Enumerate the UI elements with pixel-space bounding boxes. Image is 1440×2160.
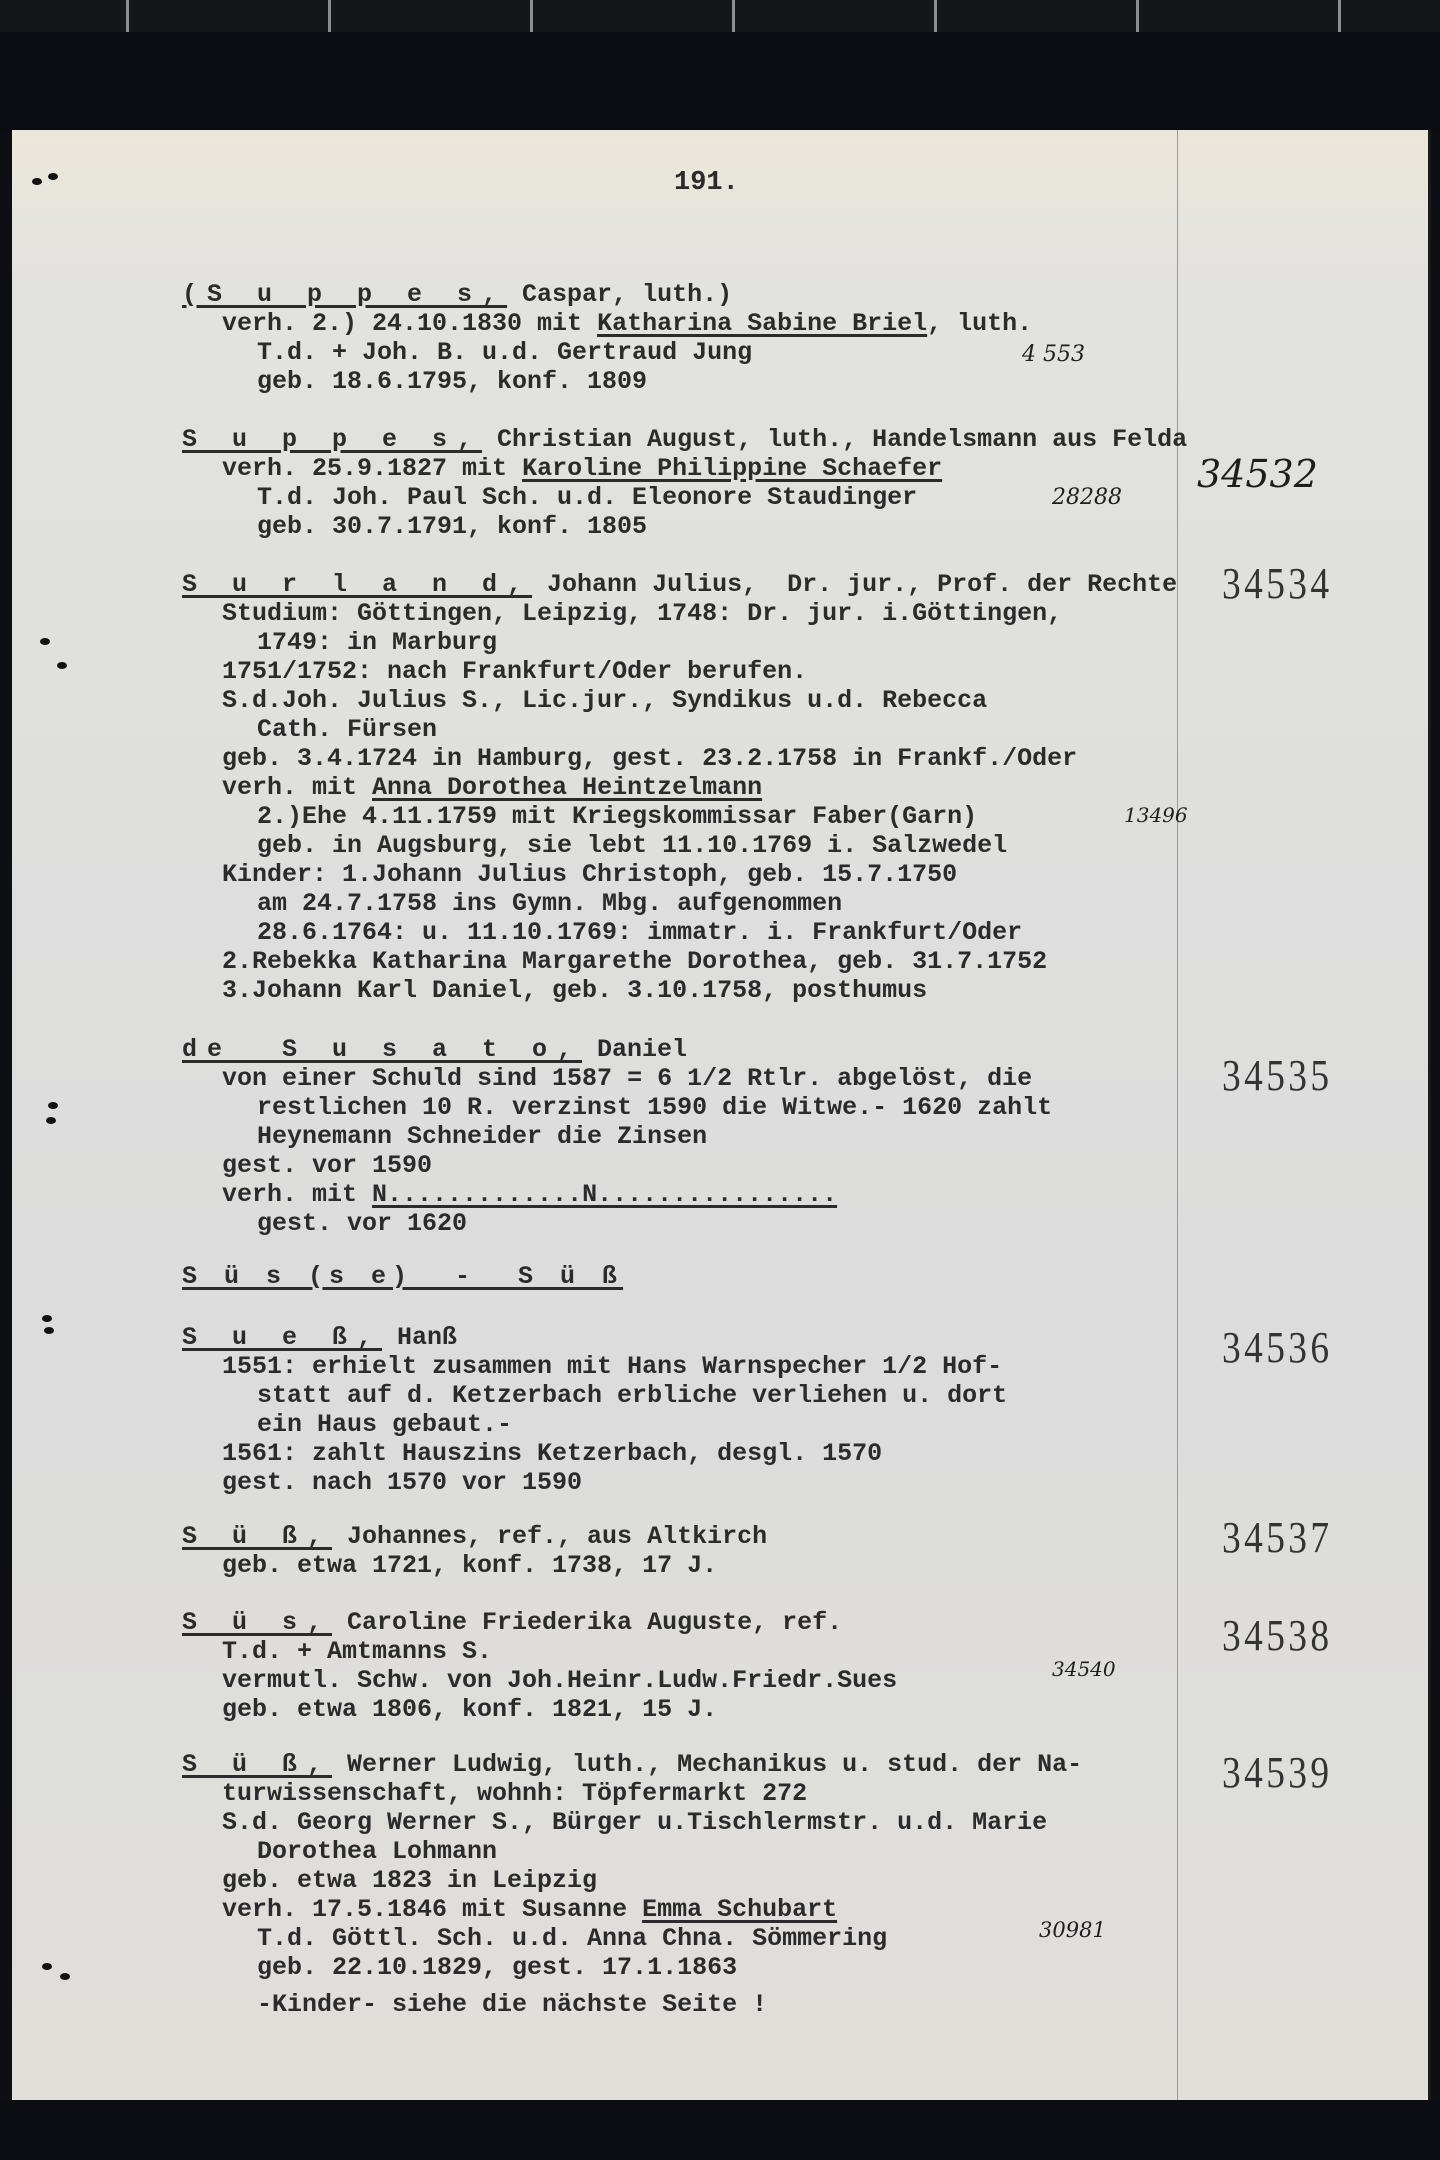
entry-line: 1749: in Marburg bbox=[257, 628, 498, 657]
punch-hole-mark bbox=[48, 1102, 58, 1109]
entry-suppes-caspar bbox=[182, 280, 1212, 396]
punch-hole-mark bbox=[46, 1117, 56, 1124]
section-heading-text: S ü s (s e) - S ü ß bbox=[182, 1262, 624, 1291]
entry-line: ein Haus gebaut.- bbox=[257, 1410, 513, 1439]
spouse-name: Karoline Philippine Schaefer bbox=[522, 454, 943, 483]
spouse-name: N.............N................ bbox=[372, 1180, 838, 1209]
entry-line: 3.Johann Karl Daniel, geb. 3.10.1758, posthumus bbox=[222, 976, 928, 1005]
punch-hole-mark bbox=[57, 662, 67, 669]
entry-line: T.d. Göttl. Sch. u.d. Anna Chna. Sömmering bbox=[257, 1924, 888, 1953]
entry-given-names: Werner Ludwig, luth., Mechanikus u. stud. der Na- bbox=[332, 1750, 1083, 1779]
entry-line: gest. vor 1620 bbox=[257, 1209, 468, 1238]
entry-line: vermutl. Schw. von Joh.Heinr.Ludw.Friedr.Sues bbox=[222, 1666, 898, 1695]
film-border-bottom bbox=[0, 2100, 1440, 2160]
entry-line: 1551: erhielt zusammen mit Hans Warnspecher 1/2 Hof- bbox=[222, 1352, 1003, 1381]
entry-line: 2.Rebekka Katharina Margarethe Dorothea, geb. 31.7.1752 bbox=[222, 947, 1048, 976]
entry-given-names: Hanß bbox=[382, 1323, 458, 1352]
entry-line: am 24.7.1758 ins Gymn. Mbg. aufgenommen bbox=[257, 889, 843, 918]
entry-given-names: Caspar, luth.) bbox=[507, 280, 733, 309]
entry-surname: S ü ß, bbox=[182, 1750, 333, 1779]
entry-line: statt auf d. Ketzerbach erbliche verliehen u. dort bbox=[257, 1381, 1008, 1410]
record-number-handwritten: 34532 bbox=[1197, 452, 1318, 496]
punch-hole-mark bbox=[42, 1963, 52, 1970]
handwritten-ref: 30981 bbox=[1039, 1918, 1106, 1942]
spouse-name: Katharina Sabine Briel bbox=[597, 309, 928, 338]
entry-suess-werner bbox=[182, 1750, 1212, 2019]
punch-hole-mark bbox=[42, 1315, 52, 1322]
entry-line: verh. mit bbox=[222, 773, 373, 802]
entry-line: von einer Schuld sind 1587 = 6 1/2 Rtlr. abgelöst, die bbox=[222, 1064, 1033, 1093]
record-number: 34538 bbox=[1222, 1611, 1333, 1660]
entry-line: 1561: zahlt Hauszins Ketzerbach, desgl. 1570 bbox=[222, 1439, 883, 1468]
record-number: 34535 bbox=[1222, 1051, 1333, 1100]
entry-line: 2.)Ehe 4.11.1759 mit Kriegskommissar Faber(Garn) bbox=[257, 802, 978, 831]
entry-suess-hanss bbox=[182, 1323, 1212, 1497]
entry-surname: de S u s a t o, bbox=[182, 1035, 583, 1064]
entry-line: T.d. + Amtmanns S. bbox=[222, 1637, 493, 1666]
record-number: 34539 bbox=[1222, 1748, 1333, 1797]
entry-given-names: Johann Julius, Dr. jur., Prof. der Rechte bbox=[532, 570, 1178, 599]
entry-line: restlichen 10 R. verzinst 1590 die Witwe.- 1620 zahlt bbox=[257, 1093, 1053, 1122]
handwritten-ref: 13496 bbox=[1124, 803, 1188, 827]
handwritten-ref: 34540 bbox=[1052, 1657, 1116, 1681]
punch-hole-mark bbox=[60, 1973, 70, 1980]
film-border-top bbox=[0, 32, 1440, 132]
entry-line: , luth. bbox=[927, 309, 1033, 338]
document-page bbox=[12, 130, 1431, 2100]
entry-line: Heynemann Schneider die Zinsen bbox=[257, 1122, 708, 1151]
entry-line: Cath. Fürsen bbox=[257, 715, 438, 744]
handwritten-ref: 28288 bbox=[1052, 485, 1122, 510]
entry-line: T.d. Joh. Paul Sch. u.d. Eleonore Staudinger bbox=[257, 483, 918, 512]
entry-suess-johannes bbox=[182, 1522, 1212, 1580]
entry-line: verh. 17.5.1846 mit Susanne bbox=[222, 1895, 643, 1924]
handwritten-ref: 4 553 bbox=[1022, 342, 1085, 367]
section-heading bbox=[182, 1262, 1212, 1291]
record-number: 34537 bbox=[1222, 1513, 1333, 1562]
entry-line: gest. nach 1570 vor 1590 bbox=[222, 1468, 583, 1497]
continuation-note: -Kinder- siehe die nächste Seite ! bbox=[257, 1990, 768, 2019]
entry-line: geb. 18.6.1795, konf. 1809 bbox=[257, 367, 648, 396]
entry-surland-johann bbox=[182, 570, 1212, 1005]
entry-surname: S u e ß, bbox=[182, 1323, 383, 1352]
entry-given-names: Caroline Friederika Auguste, ref. bbox=[332, 1608, 843, 1637]
entry-line: geb. 22.10.1829, gest. 17.1.1863 bbox=[257, 1953, 738, 1982]
punch-hole-mark bbox=[40, 638, 50, 645]
entry-line: Studium: Göttingen, Leipzig, 1748: Dr. jur. i.Göttingen, bbox=[222, 599, 1063, 628]
entry-line: geb. 3.4.1724 in Hamburg, gest. 23.2.1758 in Frankf./Oder bbox=[222, 744, 1078, 773]
entry-line: 28.6.1764: u. 11.10.1769: immatr. i. Frankfurt/Oder bbox=[257, 918, 1023, 947]
entry-line: geb. in Augsburg, sie lebt 11.10.1769 i. Salzwedel bbox=[257, 831, 1008, 860]
entry-line: S.d. Georg Werner S., Bürger u.Tischlermstr. u.d. Marie bbox=[222, 1808, 1048, 1837]
record-number: 34536 bbox=[1222, 1323, 1333, 1372]
entry-line: verh. 25.9.1827 mit bbox=[222, 454, 523, 483]
entry-line: S.d.Joh. Julius S., Lic.jur., Syndikus u.d. Rebecca bbox=[222, 686, 988, 715]
entry-line: Dorothea Lohmann bbox=[257, 1837, 498, 1866]
entry-surname: S ü s, bbox=[182, 1608, 333, 1637]
entry-given-names: Daniel bbox=[582, 1035, 688, 1064]
entry-line: geb. etwa 1806, konf. 1821, 15 J. bbox=[222, 1695, 718, 1724]
punch-hole-mark bbox=[44, 1327, 54, 1334]
punch-hole-mark bbox=[32, 178, 42, 185]
entry-line: geb. etwa 1823 in Leipzig bbox=[222, 1866, 598, 1895]
record-number: 34534 bbox=[1222, 559, 1333, 608]
entry-given-names: Christian August, luth., Handelsmann aus Felda bbox=[482, 425, 1188, 454]
entry-line: verh. 2.) 24.10.1830 mit bbox=[222, 309, 598, 338]
entry-line: turwissenschaft, wohnh: Töpfermarkt 272 bbox=[222, 1779, 808, 1808]
entry-line: geb. 30.7.1791, konf. 1805 bbox=[257, 512, 648, 541]
entry-given-names: Johannes, ref., aus Altkirch bbox=[332, 1522, 768, 1551]
spouse-name: Emma Schubart bbox=[642, 1895, 838, 1924]
entry-line: verh. mit bbox=[222, 1180, 373, 1209]
entry-surname: S u p p e s, bbox=[182, 425, 483, 454]
film-sprocket-strip-top bbox=[0, 0, 1440, 32]
entry-line: 1751/1752: nach Frankfurt/Oder berufen. bbox=[222, 657, 808, 686]
punch-hole-mark bbox=[48, 173, 58, 180]
entry-line: gest. vor 1590 bbox=[222, 1151, 433, 1180]
entry-surname: S u r l a n d, bbox=[182, 570, 533, 599]
spouse-name: Anna Dorothea Heintzelmann bbox=[372, 773, 763, 802]
entry-line: geb. etwa 1721, konf. 1738, 17 J. bbox=[222, 1551, 718, 1580]
entry-surname: (S u p p e s, bbox=[182, 280, 508, 309]
entry-suppes-christian bbox=[182, 425, 1212, 541]
entry-line: T.d. + Joh. B. u.d. Gertraud Jung bbox=[257, 338, 753, 367]
entry-de-susato-daniel bbox=[182, 1035, 1212, 1238]
entry-line: Kinder: 1.Johann Julius Christoph, geb. 15.7.1750 bbox=[222, 860, 958, 889]
page-number: 191. bbox=[674, 168, 739, 198]
entry-surname: S ü ß, bbox=[182, 1522, 333, 1551]
